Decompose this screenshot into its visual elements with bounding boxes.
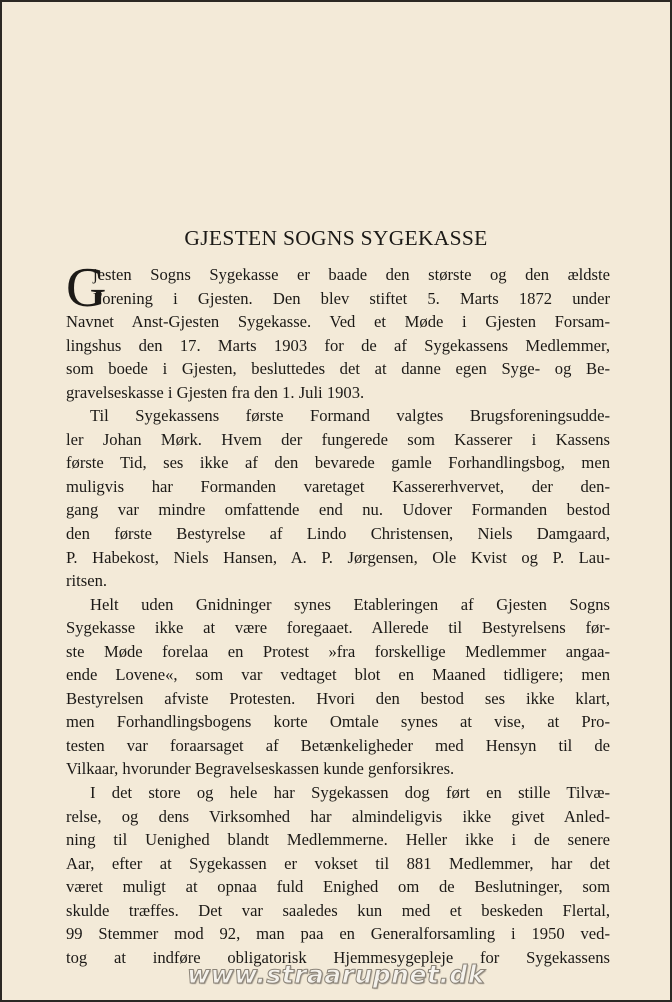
text-line: 99 Stemmer mod 92, man paa en Generalforsamling i 1950 ved- [66, 924, 610, 944]
text-line: tog at indføre obligatorisk Hjemmesygepleje for Sygekassens [66, 947, 610, 967]
text-line: den første Bestyrelse af Lindo Christensen, Niels Damgaard, [66, 524, 610, 544]
text-line: I det store og hele har Sygekassen dog ført en stille Tilvæ- [90, 783, 610, 803]
text-line: P. Habekost, Niels Hansen, A. P. Jørgensen, Ole Kvist og P. Lau- [66, 547, 610, 567]
text-line: Vilkaar, hvorunder Begravelseskassen kunde genforsikres. [66, 759, 455, 779]
text-line: som boede i Gjesten, besluttedes det at danne egen Syge- og Be- [66, 359, 610, 379]
text-line: Bestyrelsen afviste Protesten. Hvori den bestod ses ikke klart, [66, 688, 610, 708]
text-line: ende Lovene«, som var vedtaget blot en Maaned tidligere; men [66, 665, 610, 685]
text-line: første Tid, ses ikke af den bevarede gamle Forhandlingsbog, men [66, 453, 610, 473]
text-line: skulde træffes. Det var saaledes kun med et beskeden Flertal, [66, 900, 610, 920]
body-text [66, 257, 610, 969]
text-line: ler Johan Mørk. Hvem der fungerede som Kasserer i Kassens [66, 429, 610, 449]
text-line: muligvis har Formanden varetaget Kassererhvervet, der den- [66, 476, 610, 496]
text-line: testen var foraarsaget af Betænkeligheder med Hensyn til de [66, 735, 610, 755]
drop-cap-letter: G [66, 257, 107, 319]
text-line: Til Sygekassens første Formand valgtes Brugsforeningsudde- [90, 406, 610, 426]
text-line: ritsen. [66, 571, 108, 591]
text-line: ning til Uenighed blandt Medlemmerne. Heller ikke i de senere [66, 830, 610, 850]
text-line: Forening i Gjesten. Den blev stiftet 5. Marts 1872 under [93, 288, 610, 308]
text-line: lingshus den 17. Marts 1903 for de af Sygekassens Medlemmer, [66, 335, 610, 355]
text-line: Helt uden Gnidninger synes Etableringen af Gjesten Sogns [90, 594, 610, 614]
text-line: men Forhandlingsbogens korte Omtale synes at vise, at Pro- [66, 712, 610, 732]
text-line: Sygekasse ikke at være foregaaet. Allerede til Bestyrelsens før- [66, 618, 610, 638]
text-line: ste Møde forelaa en Protest »fra forskellige Medlemmer angaa- [66, 641, 610, 661]
text-line: relse, og dens Virksomhed har almindeligvis ikke givet Anled- [66, 806, 610, 826]
text-line: jesten Sogns Sygekasse er baade den største og den ældste [93, 265, 610, 284]
text-line: været muligt at opnaa fuld Enighed om de Beslutninger, som [66, 877, 610, 897]
text-line: Navnet Anst-Gjesten Sygekasse. Ved et Møde i Gjesten Forsam- [66, 312, 610, 332]
text-line: Aar, efter at Sygekassen er vokset til 881 Medlemmer, har det [66, 853, 610, 873]
text-line: gravelseskasse i Gjesten fra den 1. Juli 1903. [66, 382, 365, 402]
text-line: gang var mindre omfattende end nu. Udover Formanden bestod [66, 500, 610, 520]
website-watermark: www.straarupnet.dk [187, 960, 485, 989]
page-title: GJESTEN SOGNS SYGEKASSE [184, 226, 488, 250]
